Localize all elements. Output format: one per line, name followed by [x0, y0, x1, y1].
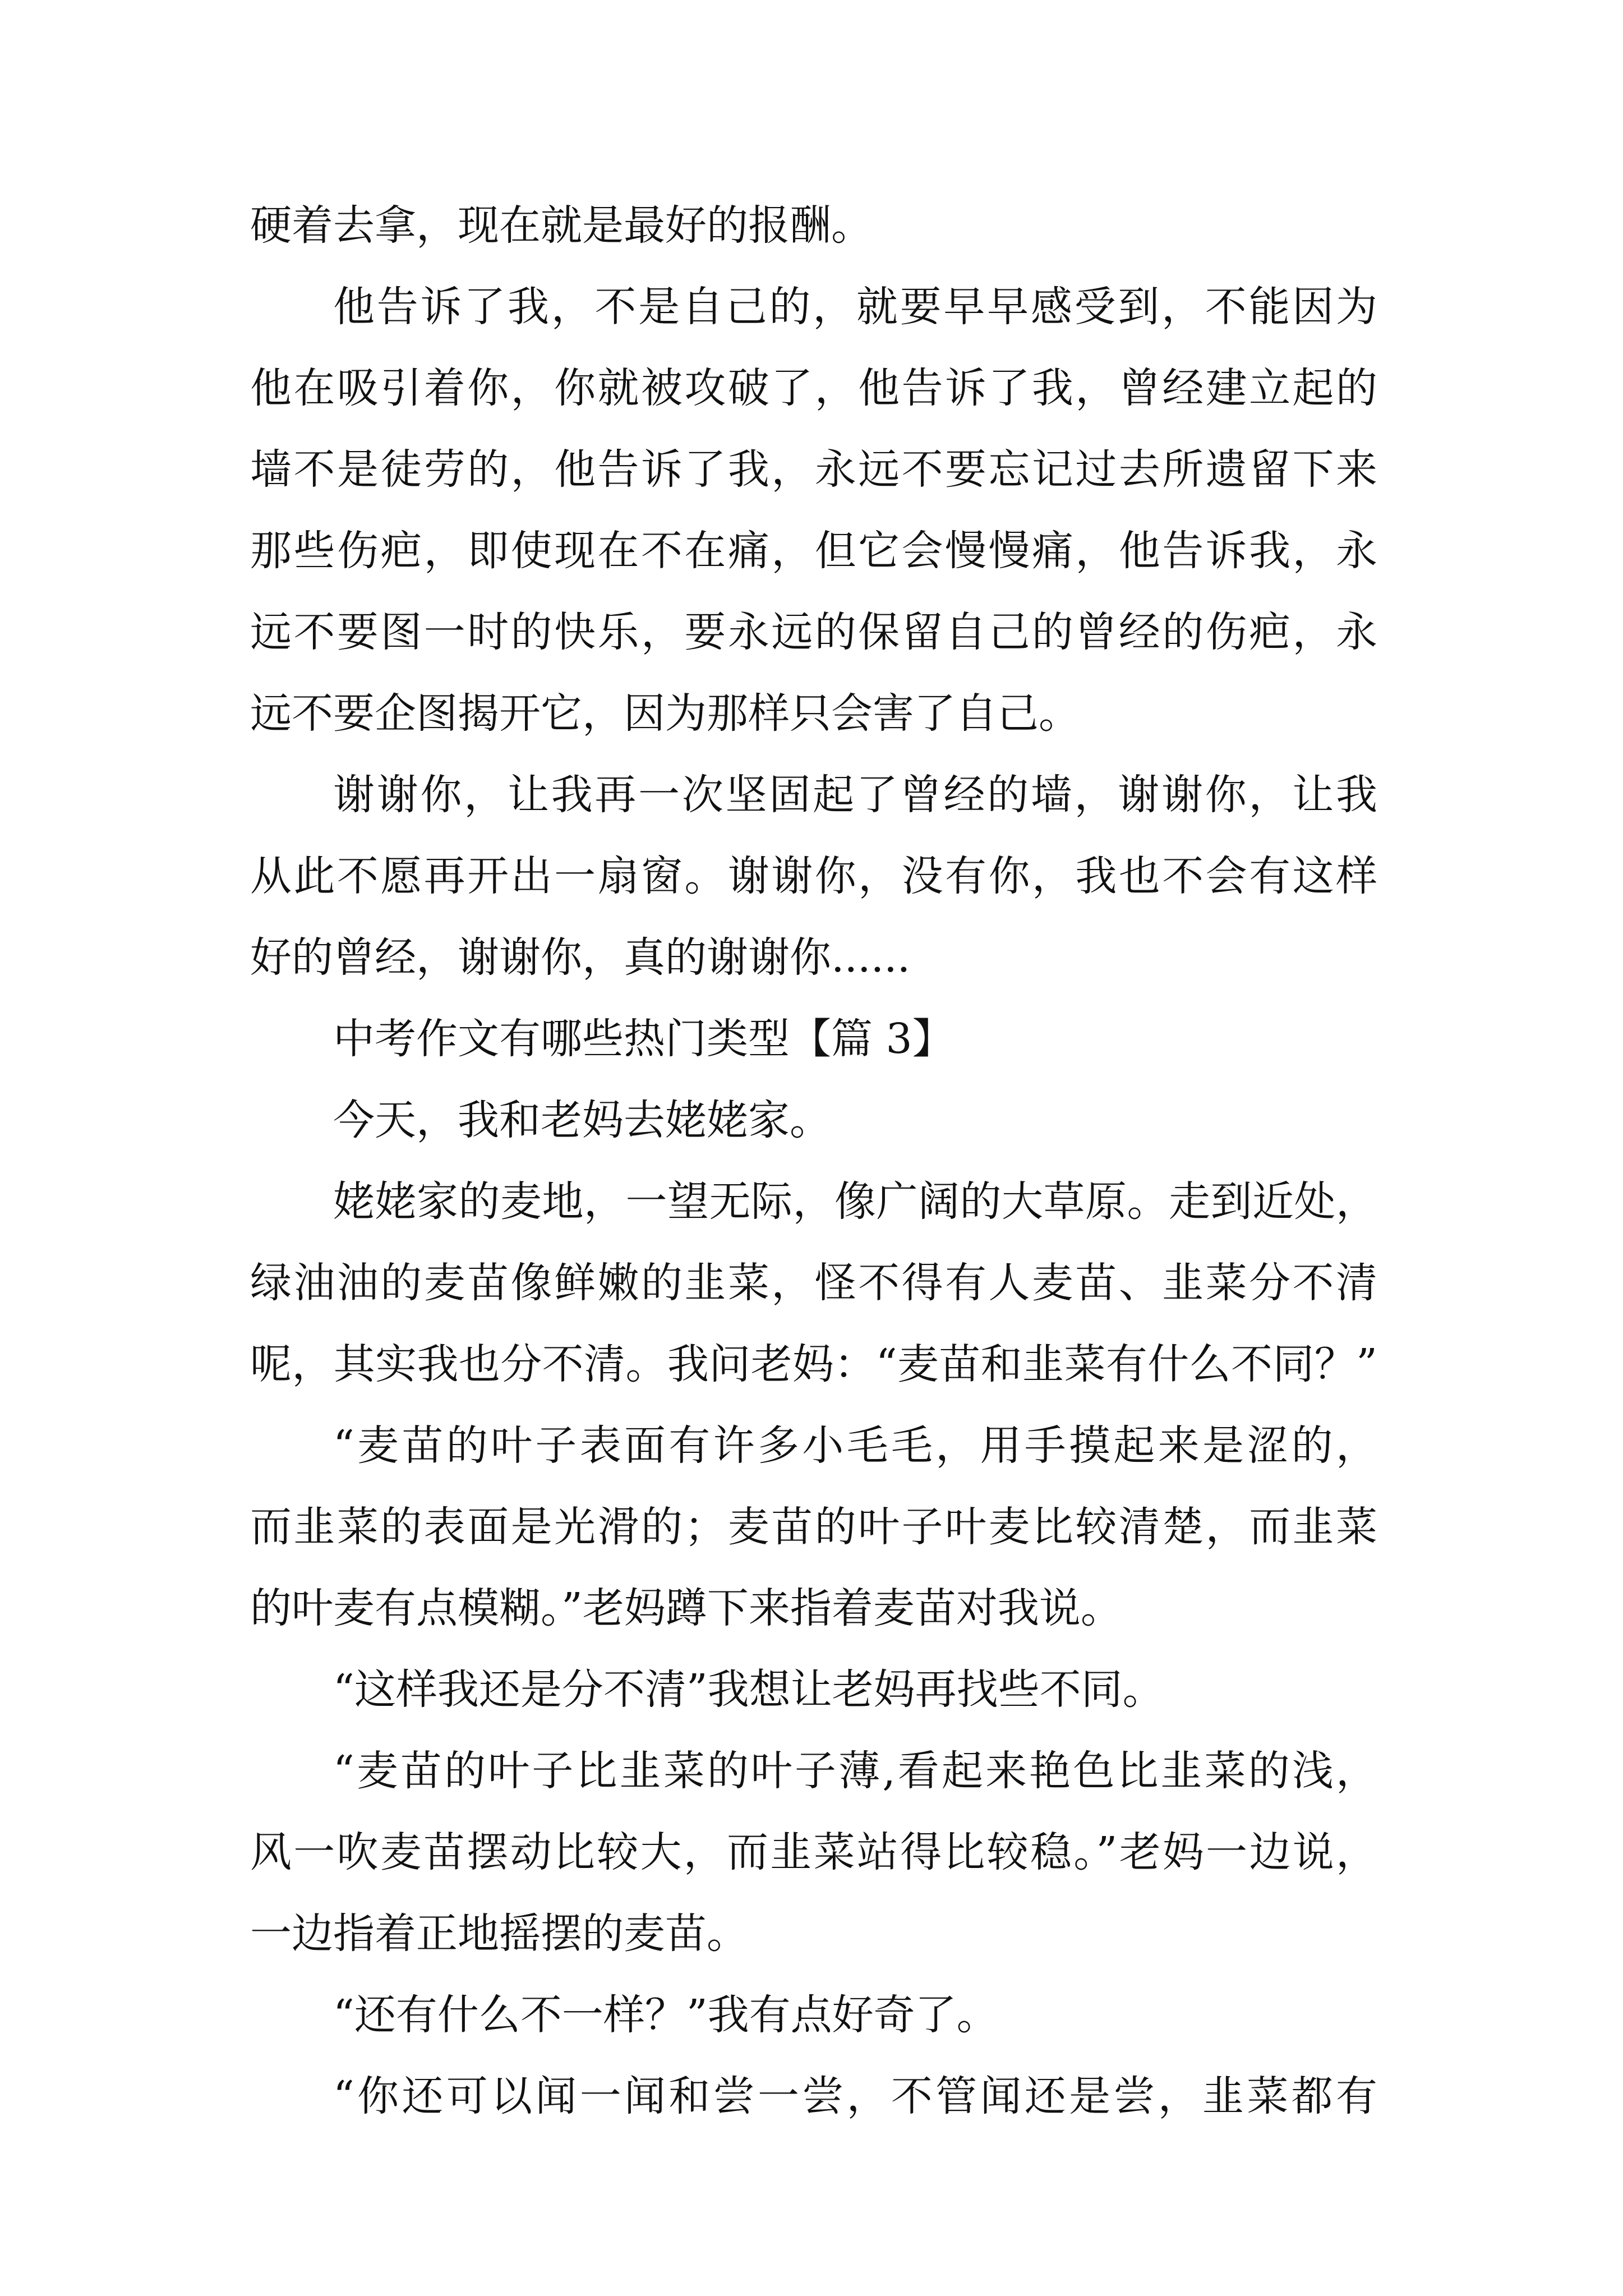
text-line: “还有什么不一样？”我有点好奇了。 — [333, 1991, 998, 2039]
text-line: 一边指着正地摇摆的麦苗。 — [250, 1910, 748, 1958]
text-line: 远不要图一时的快乐，要永远的保留自己的曾经的伤疤，永 — [250, 608, 1377, 656]
text-line: 墙不是徒劳的，他告诉了我，永远不要忘记过去所遗留下来 — [250, 445, 1377, 494]
text-line: 远不要企图揭开它，因为那样只会害了自己。 — [250, 689, 1080, 738]
body-text — [250, 185, 1377, 2137]
text-line: 好的曾经，谢谢你，真的谢谢你...... — [250, 933, 911, 982]
text-line: 从此不愿再开出一扇窗。谢谢你，没有你，我也不会有这样 — [250, 852, 1377, 900]
text-line: 谢谢你，让我再一次坚固起了曾经的墙，谢谢你，让我 — [333, 771, 1377, 819]
text-line: 今天，我和老妈去姥姥家。 — [333, 1096, 831, 1144]
text-line: 绿油油的麦苗像鲜嫩的韭菜，怪不得有人麦苗、韭菜分不清 — [250, 1259, 1377, 1307]
text-line: 那些伤疤，即使现在不在痛，但它会慢慢痛，他告诉我，永 — [250, 527, 1377, 575]
text-line: 他告诉了我，不是自己的，就要早早感受到，不能因为 — [333, 283, 1377, 331]
text-line: 他在吸引着你，你就被攻破了，他告诉了我，曾经建立起的 — [250, 364, 1377, 412]
text-line: 姥姥家的麦地，一望无际，像广阔的大草原。走到近处， — [333, 1177, 1377, 1226]
text-line: “你还可以闻一闻和尝一尝，不管闻还是尝，韭菜都有 — [333, 2072, 1377, 2120]
text-line: 的叶麦有点模糊。”老妈蹲下来指着麦苗对我说。 — [250, 1584, 1122, 1632]
text-line: 风一吹麦苗摆动比较大，而韭菜站得比较稳。”老妈一边说， — [250, 1828, 1377, 1876]
text-line: 呢，其实我也分不清。我问老妈：“麦苗和韭菜有什么不同？” — [250, 1340, 1377, 1388]
text-line: 硬着去拿，现在就是最好的报酬。 — [250, 201, 873, 250]
text-line: 而韭菜的表面是光滑的；麦苗的叶子叶麦比较清楚，而韭菜 — [250, 1503, 1377, 1551]
text-line: “麦苗的叶子比韭菜的叶子薄,看起来艳色比韭菜的浅， — [333, 1747, 1377, 1795]
text-line: “麦苗的叶子表面有许多小毛毛，用手摸起来是涩的， — [333, 1421, 1377, 1470]
text-line: “这样我还是分不清”我想让老妈再找些不同。 — [333, 1665, 1164, 1714]
text-line: 中考作文有哪些热门类型【篇 3】 — [333, 1015, 954, 1063]
